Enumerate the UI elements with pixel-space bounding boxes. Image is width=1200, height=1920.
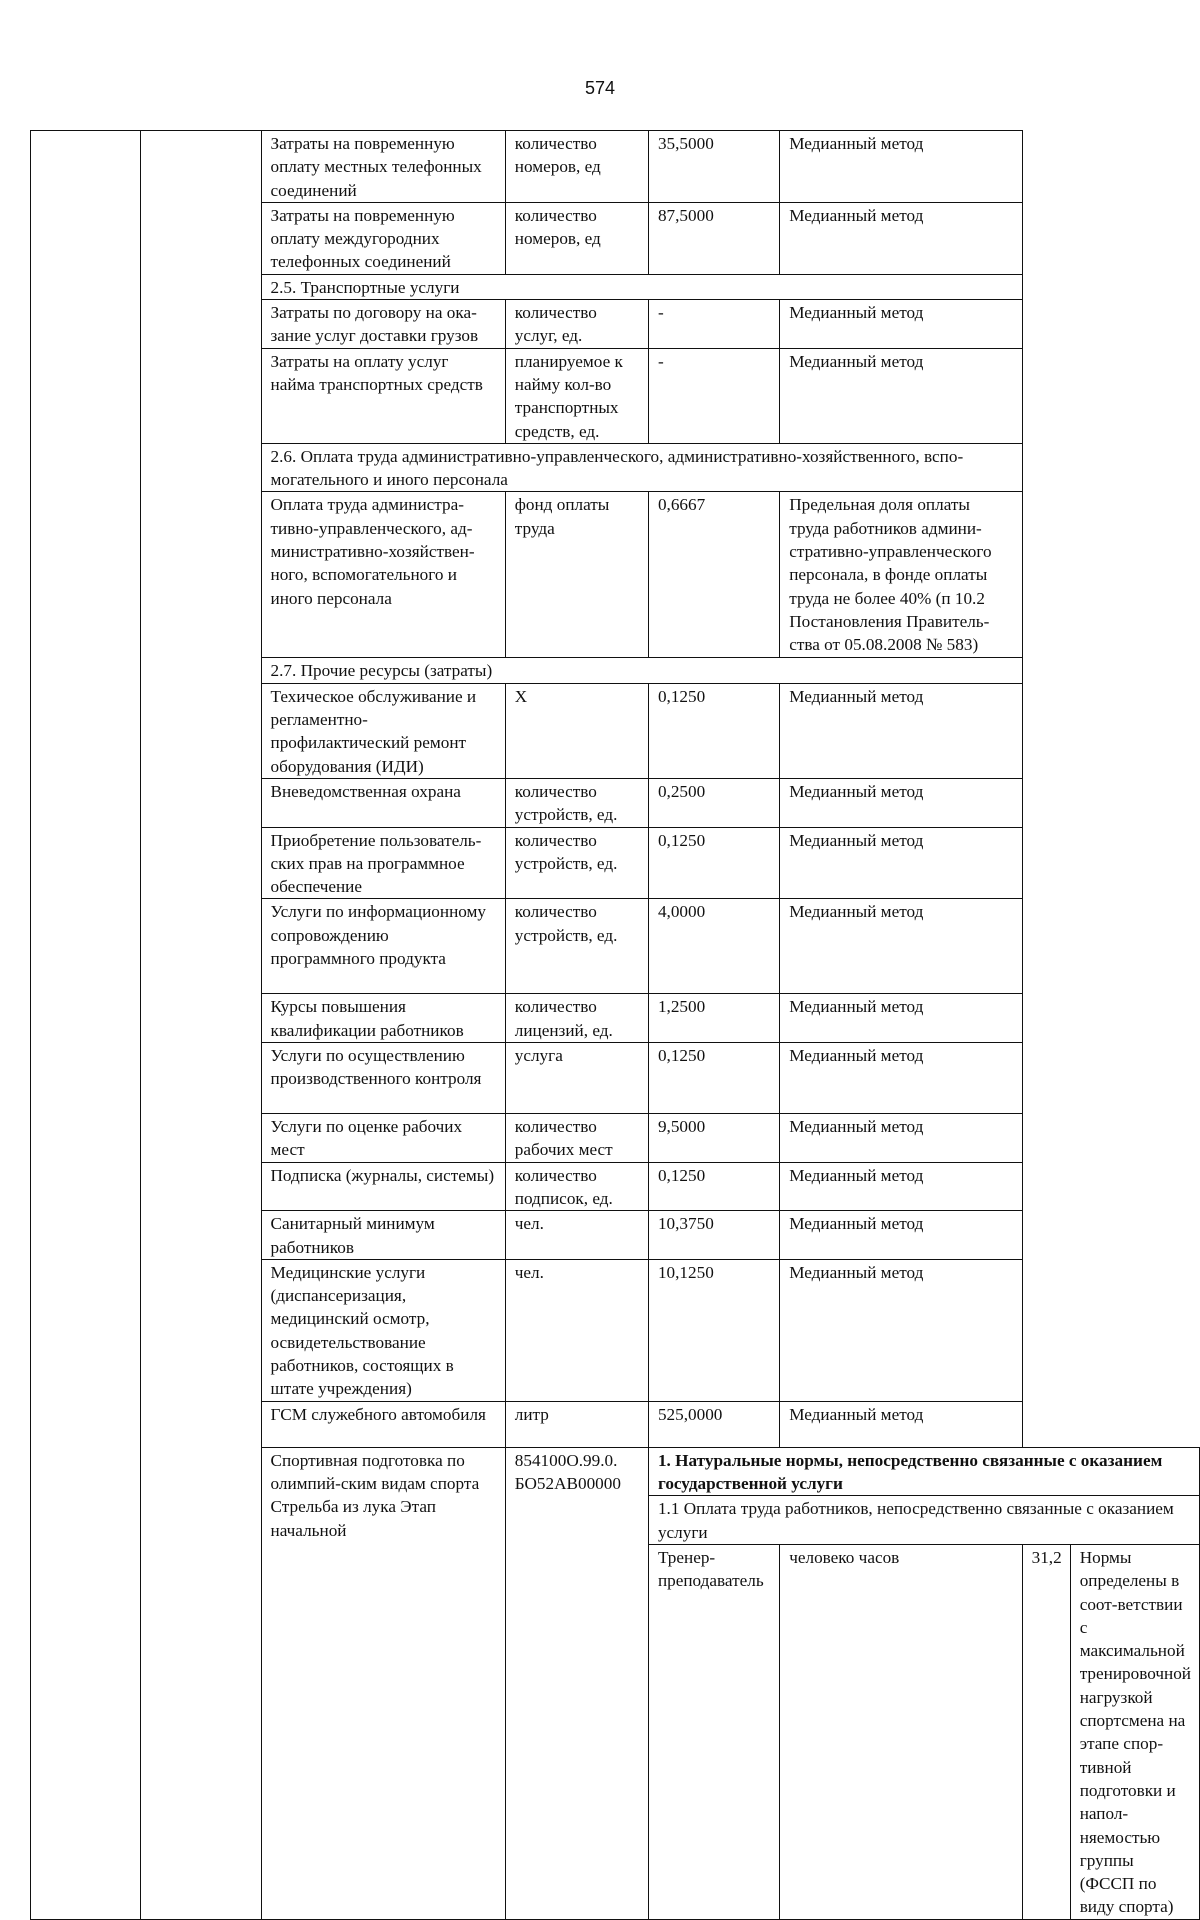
cost-method: Медианный метод: [780, 1043, 1022, 1114]
cost-value: -: [648, 348, 779, 443]
cost-unit: чел.: [505, 1211, 648, 1260]
cost-value: 0,1250: [648, 827, 779, 899]
cost-name: Затраты на повременную оплату местных телефонных соединений: [261, 131, 505, 203]
cost-unit: количество устройств, ед.: [505, 778, 648, 827]
cost-value: 0,2500: [648, 778, 779, 827]
cost-value: 9,5000: [648, 1114, 779, 1163]
norms-table: [30, 130, 1200, 1920]
cost-method: Медианный метод: [780, 827, 1022, 899]
cost-name: Медицинские услуги (диспансеризация, медицинский осмотр, освидетельствование работников, состоящих в штате учреждения): [261, 1259, 505, 1401]
cost-name: Затраты на оплату услуг найма транспортных средств: [261, 348, 505, 443]
cost-method: Медианный метод: [780, 300, 1022, 349]
cost-value: 0,1250: [648, 683, 779, 778]
cost-method: Медианный метод: [780, 131, 1022, 203]
cost-unit: количество номеров, ед: [505, 131, 648, 203]
cost-unit: фонд оплаты труда: [505, 492, 648, 658]
cost-unit: литр: [505, 1401, 648, 1447]
service-name-cell-empty: [31, 131, 141, 1920]
cost-unit: количество устройств, ед.: [505, 827, 648, 899]
cost-value: 0,6667: [648, 492, 779, 658]
service-code: 854100О.99.0. БО52АВ00000: [505, 1447, 648, 1919]
cost-unit: количество номеров, ед: [505, 202, 648, 274]
cost-method: Медианный метод: [780, 1259, 1022, 1401]
cost-value: 87,5000: [648, 202, 779, 274]
cost-name: Услуги по осуществлению производственного контроля: [261, 1043, 505, 1114]
cost-method: Медианный метод: [780, 994, 1022, 1043]
section-title: 1.1 Оплата труда работников, непосредственно связанные с оказанием услуги: [648, 1496, 1199, 1545]
cost-method: Предельная доля оплаты труда работников админи-стративно-управленческого персонала, в фонде оплаты труда не более 40% (п 10.2 Постановления Правитель-ства от 05.08.2008 № 583): [780, 492, 1022, 658]
cost-method: Медианный метод: [780, 899, 1022, 994]
cost-name: Услуги по информационному сопровождению программного продукта: [261, 899, 505, 994]
cost-method: Медианный метод: [780, 1162, 1022, 1211]
cost-unit: количество рабочих мест: [505, 1114, 648, 1163]
cost-name: Оплата труда администра-тивно-управленческого, ад-министративно-хозяйствен-ного, вспомогательного и иного персонала: [261, 492, 505, 658]
section-title: 2.7. Прочие ресурсы (затраты): [261, 658, 1022, 683]
cost-value: 10,3750: [648, 1211, 779, 1260]
cost-name: Затраты по договору на ока-зание услуг доставки грузов: [261, 300, 505, 349]
cost-name: Курсы повышения квалификации работников: [261, 994, 505, 1043]
cost-unit: количество подписок, ед.: [505, 1162, 648, 1211]
cost-method: Нормы определены в соот-ветствии с максимальной тренировочной нагрузкой спортсмена на этапе спор-тивной подготовки и напол-няемостью группы (ФССП по виду спорта): [1070, 1544, 1199, 1919]
cost-name: ГСМ служебного автомобиля: [261, 1401, 505, 1447]
cost-name: Тренер-преподаватель: [648, 1544, 779, 1919]
cost-value: 0,1250: [648, 1162, 779, 1211]
cost-name: Вневедомственная охрана: [261, 778, 505, 827]
cost-unit: планируемое к найму кол-во транспортных средств, ед.: [505, 348, 648, 443]
cost-name: Затраты на повременную оплату междугородних телефонных соединений: [261, 202, 505, 274]
cost-value: 525,0000: [648, 1401, 779, 1447]
cost-value: 35,5000: [648, 131, 779, 203]
section-title: 2.5. Транспортные услуги: [261, 274, 1022, 299]
cost-method: Медианный метод: [780, 1211, 1022, 1260]
cost-unit: услуга: [505, 1043, 648, 1114]
cost-unit: количество услуг, ед.: [505, 300, 648, 349]
cost-unit: Х: [505, 683, 648, 778]
cost-name: Приобретение пользователь-ских прав на программное обеспечение: [261, 827, 505, 899]
cost-unit: человеко часов: [780, 1544, 1022, 1919]
cost-name: Подписка (журналы, системы): [261, 1162, 505, 1211]
cost-method: Медианный метод: [780, 683, 1022, 778]
table-row: [31, 131, 1200, 203]
service-code-cell-empty: [141, 131, 261, 1920]
section-title: 1. Натуральные нормы, непосредственно связанные с оказанием государственной услуги: [648, 1447, 1199, 1496]
section-title: 2.6. Оплата труда административно-управленческого, административно-хозяйственного, вспо-могательного и иного персонала: [261, 443, 1022, 492]
cost-method: Медианный метод: [780, 1114, 1022, 1163]
cost-method: Медианный метод: [780, 1401, 1022, 1447]
cost-name: Санитарный минимум работников: [261, 1211, 505, 1260]
service-name: Спортивная подготовка по олимпий-ским видам спорта Стрельба из лука Этап начальной: [261, 1447, 505, 1919]
cost-value: 4,0000: [648, 899, 779, 994]
cost-name: Услуги по оценке рабочих мест: [261, 1114, 505, 1163]
cost-value: 10,1250: [648, 1259, 779, 1401]
cost-value: 1,2500: [648, 994, 779, 1043]
cost-value: 31,2: [1022, 1544, 1070, 1919]
cost-name: Техическое обслуживание и регламентно-профилактический ремонт оборудования (ИДИ): [261, 683, 505, 778]
cost-unit: количество лицензий, ед.: [505, 994, 648, 1043]
page-number: 574: [584, 78, 616, 98]
cost-method: Медианный метод: [780, 778, 1022, 827]
cost-method: Медианный метод: [780, 202, 1022, 274]
cost-unit: количество устройств, ед.: [505, 899, 648, 994]
cost-method: Медианный метод: [780, 348, 1022, 443]
cost-unit: чел.: [505, 1259, 648, 1401]
cost-value: -: [648, 300, 779, 349]
cost-value: 0,1250: [648, 1043, 779, 1114]
